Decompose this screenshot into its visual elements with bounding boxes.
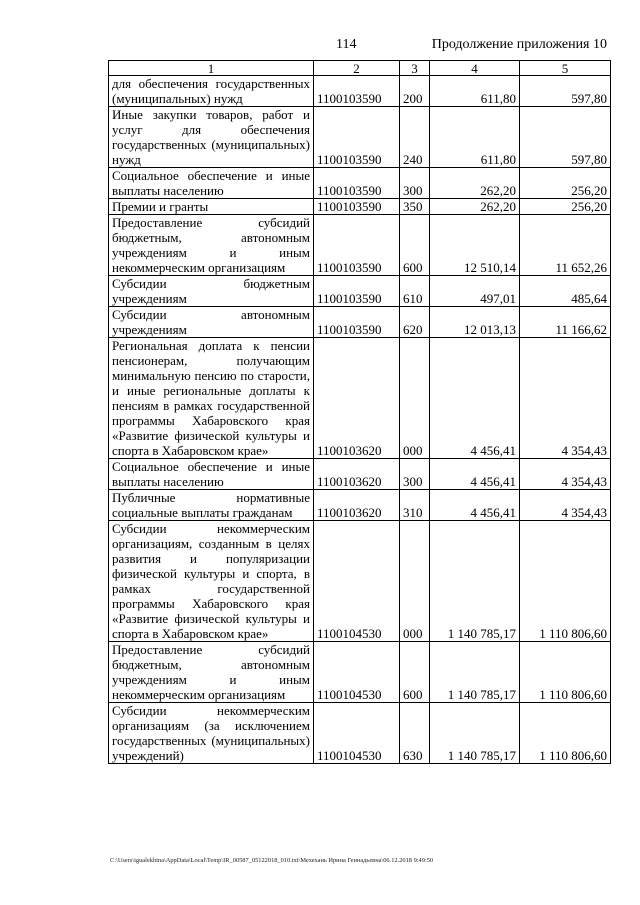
row-code-cell: 1100103620 <box>314 338 400 459</box>
row-amount-cell: 4 354,43 <box>520 459 611 490</box>
page-number: 114 <box>336 37 357 52</box>
row-type-cell: 200 <box>400 76 430 107</box>
row-amount-cell: 4 354,43 <box>520 490 611 521</box>
table-row <box>109 307 611 338</box>
row-amount-cell: 1 110 806,60 <box>520 703 611 764</box>
column-header: 1 <box>109 61 314 76</box>
row-name-cell: Публичные нормативные социальные выплаты гражданам <box>109 490 314 521</box>
table-row <box>109 459 611 490</box>
row-amount-cell: 497,01 <box>430 276 520 307</box>
row-name-cell: Субсидии автономным учреждениям <box>109 307 314 338</box>
row-amount-cell: 1 140 785,17 <box>430 703 520 764</box>
budget-table <box>108 60 611 764</box>
row-amount-cell: 611,80 <box>430 107 520 168</box>
row-type-cell: 600 <box>400 215 430 276</box>
row-type-cell: 000 <box>400 521 430 642</box>
row-code-cell: 1100103590 <box>314 107 400 168</box>
row-code-cell: 1100103590 <box>314 276 400 307</box>
row-code-cell: 1100103590 <box>314 307 400 338</box>
row-code-cell: 1100103590 <box>314 168 400 199</box>
row-name-cell: Премии и гранты <box>109 199 314 215</box>
row-type-cell: 240 <box>400 107 430 168</box>
row-code-cell: 1100103590 <box>314 199 400 215</box>
row-amount-cell: 1 110 806,60 <box>520 642 611 703</box>
continuation-label: Продолжение приложения 10 <box>431 37 607 52</box>
row-type-cell: 600 <box>400 642 430 703</box>
row-name-cell: Предоставление субсидий бюджетным, автономным учреждениям и иным некоммерческим организациям <box>109 642 314 703</box>
row-type-cell: 310 <box>400 490 430 521</box>
row-amount-cell: 11 652,26 <box>520 215 611 276</box>
row-amount-cell: 611,80 <box>430 76 520 107</box>
row-type-cell: 300 <box>400 459 430 490</box>
row-name-cell: Субсидии бюджетным учреждениям <box>109 276 314 307</box>
column-header: 3 <box>400 61 430 76</box>
table-row <box>109 215 611 276</box>
row-name-cell: Иные закупки товаров, работ и услуг для обеспечения государственных (муниципальных) нужд <box>109 107 314 168</box>
row-type-cell: 630 <box>400 703 430 764</box>
column-header: 5 <box>520 61 611 76</box>
table-row <box>109 199 611 215</box>
row-code-cell: 1100103590 <box>314 76 400 107</box>
table-header-row <box>109 61 611 76</box>
row-code-cell: 1100103620 <box>314 490 400 521</box>
column-header: 4 <box>430 61 520 76</box>
table-row <box>109 703 611 764</box>
row-amount-cell: 597,80 <box>520 107 611 168</box>
row-code-cell: 1100103590 <box>314 215 400 276</box>
row-amount-cell: 12 510,14 <box>430 215 520 276</box>
row-code-cell: 1100104530 <box>314 521 400 642</box>
row-name-cell: Субсидии некоммерческим организациям (за исключением государственных (муниципальных) учреждений) <box>109 703 314 764</box>
table-row <box>109 107 611 168</box>
row-name-cell: для обеспечения государственных (муниципальных) нужд <box>109 76 314 107</box>
row-amount-cell: 4 456,41 <box>430 490 520 521</box>
table-row <box>109 642 611 703</box>
row-amount-cell: 11 166,62 <box>520 307 611 338</box>
row-name-cell: Предоставление субсидий бюджетным, автономным учреждениям и иным некоммерческим организациям <box>109 215 314 276</box>
row-type-cell: 350 <box>400 199 430 215</box>
row-amount-cell: 256,20 <box>520 168 611 199</box>
row-code-cell: 1100104530 <box>314 642 400 703</box>
file-path-footer: C:\Users\igualekhina\AppData\Local\Temp\IR_00587_05122018_010.txt\Мехехань Ирина Геннадьевна\06.12.2018 9:49:50 <box>110 857 434 864</box>
row-amount-cell: 4 456,41 <box>430 459 520 490</box>
row-type-cell: 000 <box>400 338 430 459</box>
row-amount-cell: 4 456,41 <box>430 338 520 459</box>
row-amount-cell: 4 354,43 <box>520 338 611 459</box>
row-name-cell: Субсидии некоммерческим организациям, созданным в целях развития и популяризации физической культуры и спорта, в рамках государственной программы Хабаровского края «Развитие физической культуры и спорта в Хабаровском крае» <box>109 521 314 642</box>
row-amount-cell: 1 140 785,17 <box>430 521 520 642</box>
row-code-cell: 1100104530 <box>314 703 400 764</box>
row-name-cell: Социальное обеспечение и иные выплаты населению <box>109 459 314 490</box>
row-amount-cell: 1 140 785,17 <box>430 642 520 703</box>
table-row <box>109 490 611 521</box>
row-amount-cell: 1 110 806,60 <box>520 521 611 642</box>
row-amount-cell: 597,80 <box>520 76 611 107</box>
table-row <box>109 338 611 459</box>
column-header: 2 <box>314 61 400 76</box>
row-amount-cell: 262,20 <box>430 199 520 215</box>
row-amount-cell: 262,20 <box>430 168 520 199</box>
table-row <box>109 76 611 107</box>
row-type-cell: 610 <box>400 276 430 307</box>
table-row <box>109 521 611 642</box>
row-name-cell: Региональная доплата к пенсии пенсионерам, получающим минимальную пенсию по старости, и иные региональные доплаты к пенсиям в рамках государственной программы Хабаровского края «Развитие физической культуры и спорта в Хабаровском крае» <box>109 338 314 459</box>
row-code-cell: 1100103620 <box>314 459 400 490</box>
row-type-cell: 300 <box>400 168 430 199</box>
row-amount-cell: 485,64 <box>520 276 611 307</box>
table-row <box>109 276 611 307</box>
row-amount-cell: 256,20 <box>520 199 611 215</box>
row-type-cell: 620 <box>400 307 430 338</box>
row-amount-cell: 12 013,13 <box>430 307 520 338</box>
table-row <box>109 168 611 199</box>
row-name-cell: Социальное обеспечение и иные выплаты населению <box>109 168 314 199</box>
